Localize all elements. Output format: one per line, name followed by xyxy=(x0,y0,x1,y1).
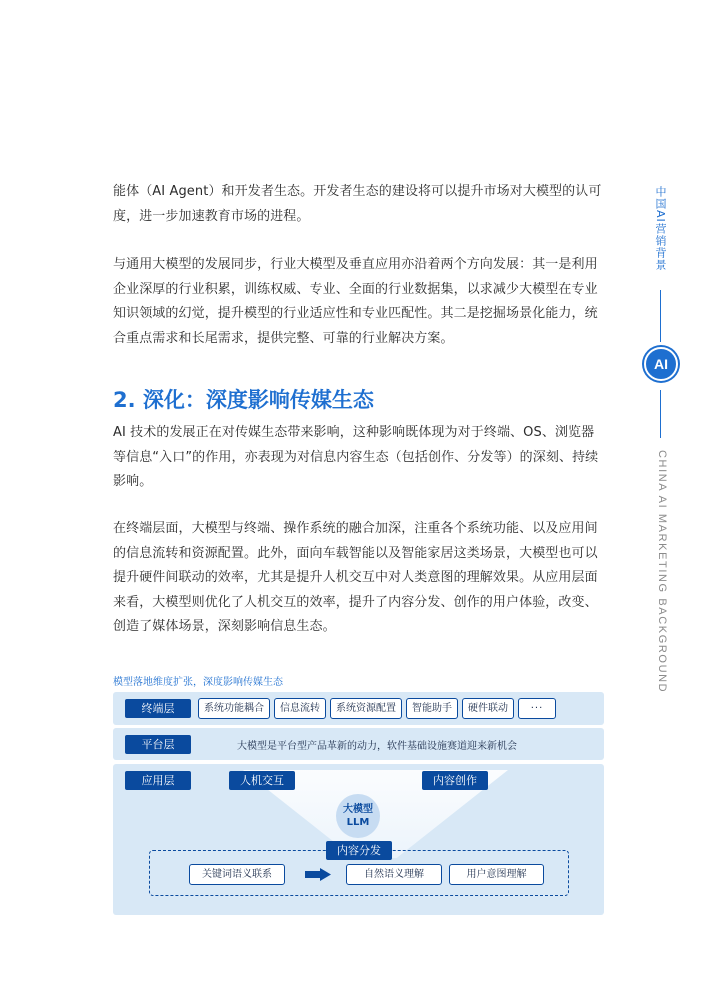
tag-info-flow: 信息流转 xyxy=(274,698,326,719)
tag-resource-config: 系统资源配置 xyxy=(330,698,402,719)
application-layer-panel xyxy=(113,764,604,915)
tag-user-intent-understanding: 用户意图理解 xyxy=(449,864,544,885)
terminal-layer-label: 终端层 xyxy=(125,699,191,718)
application-layer-label: 应用层 xyxy=(125,771,191,790)
llm-circle xyxy=(336,794,380,838)
tag-system-coupling: 系统功能耦合 xyxy=(198,698,270,719)
section-heading: 2. 深化：深度影响传媒生态 xyxy=(113,388,374,412)
terminal-tag-row xyxy=(198,698,556,719)
paragraph-intro-continuation: 能体（AI Agent）和开发者生态。开发者生态的建设将可以提升市场对大模型的认可度，进一步加速教育市场的进程。 xyxy=(113,184,602,224)
side-english-title: CHINA AI MARKETING BACKGROUND xyxy=(656,450,668,694)
llm-label-en: LLM xyxy=(346,817,370,828)
platform-layer-description: 大模型是平台型产品革新的动力，软件基础设施赛道迎来新机会 xyxy=(237,741,517,752)
content-creation-pill: 内容创作 xyxy=(422,771,488,790)
tag-hardware-linkage: 硬件联动 xyxy=(462,698,514,719)
figure-caption: 模型落地维度扩张，深度影响传媒生态 xyxy=(113,677,283,688)
tag-keyword-semantics: 关键词语义联系 xyxy=(189,864,285,885)
content-distribution-pill: 内容分发 xyxy=(326,841,392,860)
llm-label-cn: 大模型 xyxy=(343,804,373,815)
side-chapter-title: 中国AI营销背景 xyxy=(654,186,667,271)
paragraph-terminal-application: 在终端层面，大模型与终端、操作系统的融合加深，注重各个系统功能、以及应用间的信息流转和资源配置。此外，面向车载智能以及智能家居这类场景，大模型也可以提升硬件间联动的效率，尤其是提升人机交互中对人类意图的理解效果。从应用层面来看，大模型则优化了人机交互的效率，提升了内容分发、创作的用户体验，改变、创造了媒体场景，深刻影响信息生态。 xyxy=(113,521,598,634)
tag-smart-assistant: 智能助手 xyxy=(406,698,458,719)
platform-layer-label: 平台层 xyxy=(125,735,191,754)
terminal-layer-panel xyxy=(113,692,604,725)
ai-badge-icon: AI xyxy=(644,347,678,381)
paragraph-media-ecosystem: AI 技术的发展正在对传媒生态带来影响，这种影响既体现为对于终端、OS、浏览器等信息“入口”的作用，亦表现为对信息内容生态（包括创作、分发等）的深刻、持续影响。 xyxy=(113,425,599,489)
arrow-right-icon xyxy=(305,868,331,881)
tag-more-ellipsis: ··· xyxy=(518,698,556,719)
tag-natural-language-understanding: 自然语义理解 xyxy=(346,864,442,885)
paragraph-industry-models: 与通用大模型的发展同步，行业大模型及垂直应用亦沿着两个方向发展：其一是利用企业深厚的行业积累，训练权威、专业、全面的行业数据集，以求减少大模型在专业知识领域的幻觉，提升模型的行业适应性和专业匹配性。其二是挖掘场景化能力，统合重点需求和长尾需求，提供完整、可靠的行业解决方案。 xyxy=(113,257,598,346)
hci-pill: 人机交互 xyxy=(229,771,295,790)
platform-layer-panel xyxy=(113,728,604,760)
side-divider-bottom xyxy=(660,390,661,438)
side-divider-top xyxy=(660,290,661,342)
